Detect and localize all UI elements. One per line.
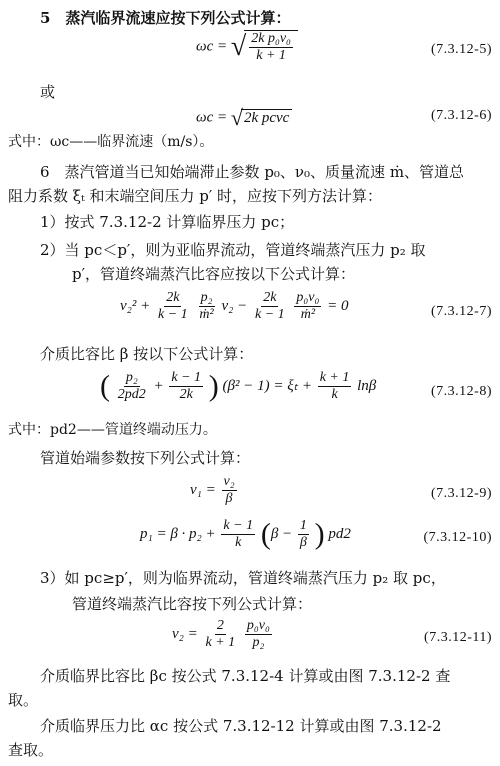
equation-number: (7.3.12-6) <box>431 108 492 123</box>
clause-6-line-2: 阻力系数 ξₜ 和末端空间压力 p′ 时，应按下列方法计算： <box>8 187 383 205</box>
equation-7-3-12-7: ν₂² + $\frac{2k}{k - 1}$ $\frac{\text{p₂}}{\text{ṁ²}}$ ν₂ − $\frac{2k}{k - 1}$ $\frac{\text{p₀ν₀}}{\text{ṁ²}}$ = 0 <box>120 290 349 322</box>
step-1: 1）按式 7.3.12-2 计算临界压力 pc； <box>40 213 295 231</box>
sqrt-symbol: √ $\frac{\text{2k p₀ν₀}}{k + 1}$ <box>231 30 298 64</box>
clause-6-line-1: 6 蒸汽管道当已知始端滞止参数 p₀、ν₀、质量流速 ṁ、管道总 <box>40 163 465 181</box>
equation-7-3-12-11: ν₂ = $\frac{2}{k + 1}$ $\frac{\text{p₀ν₀}}{\text{p₂}}$ <box>172 618 270 650</box>
critical-pressure-ratio-line-2: 查取。 <box>8 741 54 759</box>
medium-ratio-text: 介质比容比 β 按以下公式计算： <box>40 345 254 363</box>
where-note-2: 式中：pd2——管道终端动压力。 <box>8 422 217 438</box>
equation-number: (7.3.12-5) <box>431 42 492 57</box>
step-3-line-2: 管道终端蒸汽比容按下列公式计算： <box>72 595 313 613</box>
equation-number: (7.3.12-11) <box>424 630 492 645</box>
critical-volume-ratio-line-2: 取。 <box>8 691 39 709</box>
equation-7-3-12-8: ( $\frac{\text{p₂}}{2pd2}$ + $\frac{k - 1}{2k}$ ) (β² − 1) = ξₜ + $\frac{k + 1}{k}$ lnβ <box>100 369 377 403</box>
start-params-text: 管道始端参数按下列公式计算： <box>40 449 251 467</box>
step-3-line-1: 3）如 pc≥p′，则为临界流动，管道终端蒸汽压力 p₂ 取 pc， <box>40 569 446 587</box>
equation-7-3-12-6: ωc = √ 2k pcνc <box>196 104 292 132</box>
critical-volume-ratio-line-1: 介质临界比容比 βc 按公式 7.3.12-4 计算或由图 7.3.12-2 查 <box>40 667 451 685</box>
critical-pressure-ratio-line-1: 介质临界压力比 αc 按公式 7.3.12-12 计算或由图 7.3.12-2 <box>40 717 442 735</box>
equation-7-3-12-9: ν₁ = $\frac{\text{ν₂}}{\beta}$ <box>190 474 235 506</box>
step-2-line-2: p′，管道终端蒸汽比容应按以下公式计算： <box>72 265 356 283</box>
equation-7-3-12-10: p₁ = β · p₂ + $\frac{k - 1}{k}$ (β − $\frac{1}{\beta}$ ) pd2 <box>140 517 351 551</box>
or-text: 或 <box>40 83 56 101</box>
equation-number: (7.3.12-10) <box>423 530 492 545</box>
equation-7-3-12-5: ωc = √ $\frac{\text{2k p₀ν₀}}{k + 1}$ <box>196 30 298 64</box>
clause-5-heading: 5 蒸汽临界流速应按下列公式计算： <box>40 9 291 27</box>
step-2-line-1: 2）当 pc＜p′，则为亚临界流动，管道终端蒸汽压力 p₂ 取 <box>40 241 426 259</box>
equation-number: (7.3.12-7) <box>431 304 492 319</box>
equation-number: (7.3.12-9) <box>431 486 492 501</box>
equation-number: (7.3.12-8) <box>431 384 492 399</box>
where-note-1: 式中：ωc——临界流速（m/s）。 <box>8 134 214 150</box>
